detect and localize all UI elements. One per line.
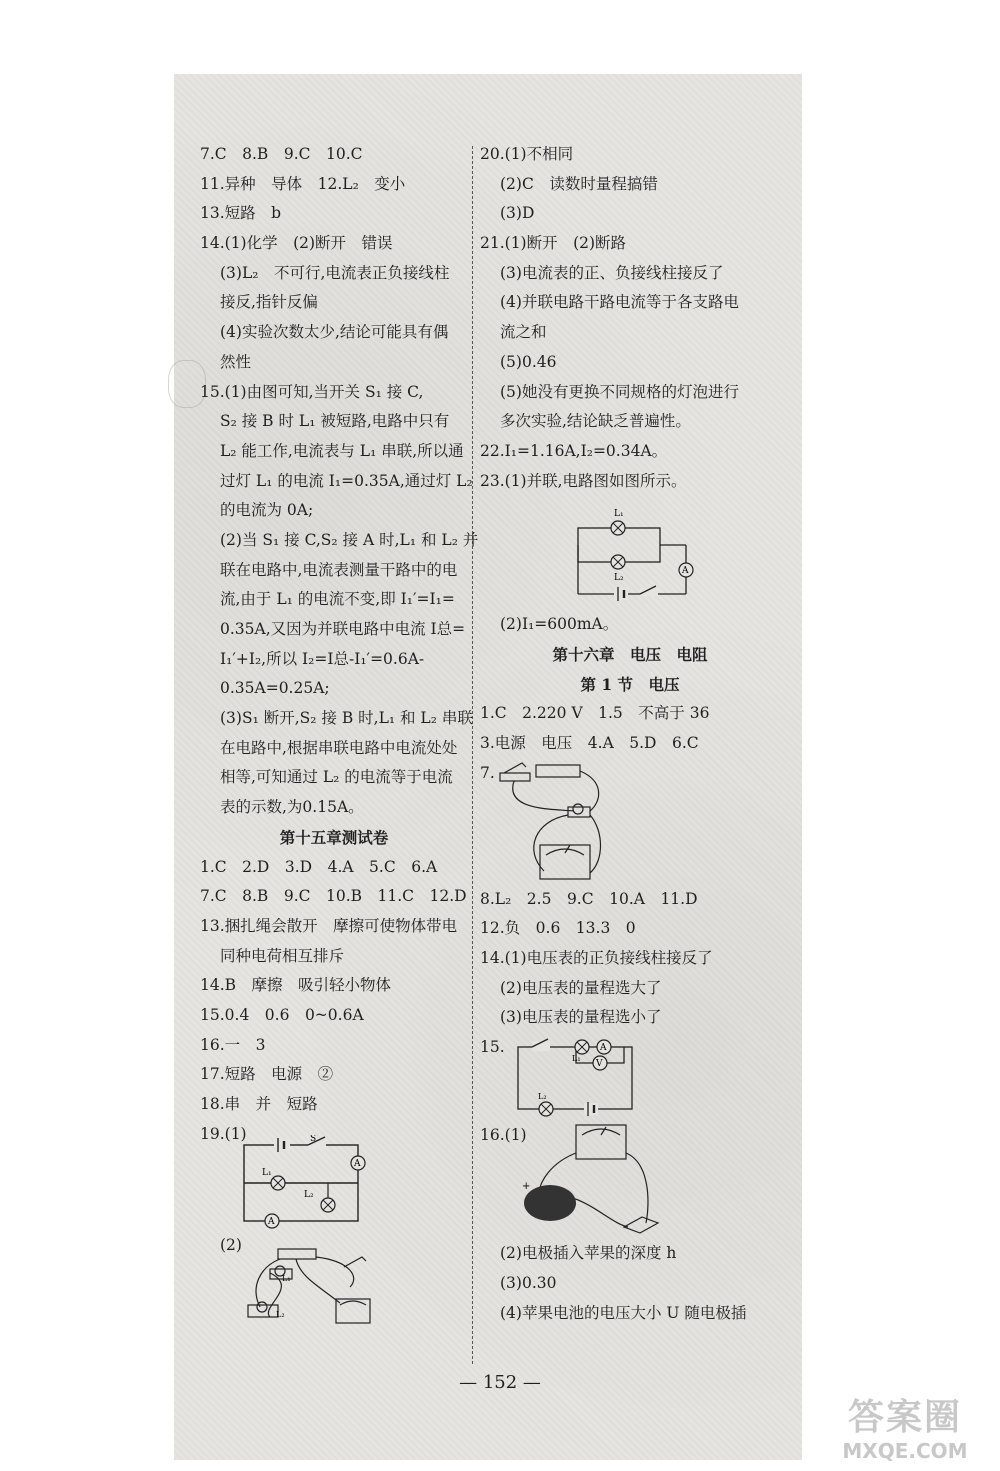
lamp2-label: L₂ (304, 1190, 314, 1201)
answer-line: 16.一 3 (200, 1035, 266, 1054)
answer-line: 22.I₁=1.16A,I₂=0.34A。 (480, 441, 668, 460)
answer-line: (3)电压表的量程选小了 (500, 1008, 662, 1027)
answer-line: 然性 (220, 352, 252, 371)
answer-line: 11.异种 导体 12.L₂ 变小 (200, 174, 406, 193)
ammeter-label: A (268, 1217, 275, 1228)
section-title: 第十五章测试卷 (279, 827, 389, 847)
answer-line: 1.C 2.D 3.D 4.A 5.C 6.A (200, 857, 438, 876)
answer-line: 15.0.4 0.6 0~0.6A (200, 1005, 364, 1024)
switch-label: S (310, 1135, 317, 1145)
answer-line: (2)当 S₁ 接 C,S₂ 接 A 时,L₁ 和 L₂ 并 (220, 530, 479, 549)
apple-battery-16 (520, 1123, 780, 1239)
answer-line: 3.电源 电压 4.A 5.D 6.C (480, 734, 699, 752)
answer-line: S₂ 接 B 时 L₁ 被短路,电路中只有 (220, 412, 450, 431)
answer-line: 0.35A=0.25A; (220, 679, 330, 698)
page-number: — 152 — (459, 1372, 541, 1393)
answer-line: 13.短路 b (200, 204, 282, 223)
answer-line: (4)实验次数太少,结论可能具有偶 (220, 323, 449, 342)
answer-line: 1.C 2.220 V 1.5 不高于 36 (480, 704, 710, 723)
circuit-diagram-19-1 (238, 1135, 468, 1231)
ammeter-label: A (600, 1043, 607, 1054)
answer-line: 14.(1)化学 (2)断开 错误 (200, 234, 393, 253)
lamp2-label: L₂ (614, 573, 624, 584)
lamp2-label: L₂ (276, 1310, 285, 1320)
answer-line: (5)0.46 (500, 352, 557, 371)
answer-line: 表的示数,为0.15A。 (220, 798, 364, 817)
ammeter-label: A (354, 1159, 361, 1170)
answer-line: 联在电路中,电流表测量干路中的电 (220, 560, 458, 579)
answer-line: 15.(1)由图可知,当开关 S₁ 接 C, (200, 382, 424, 401)
chapter-title: 第十六章 电压 电阻 (552, 644, 708, 664)
right-column (480, 140, 780, 1328)
answer-line: (3)电流表的正、负接线柱接反了 (500, 263, 724, 282)
answer-line: (5)她没有更换不同规格的灯泡进行 (500, 382, 739, 401)
plus-sign: + (522, 1181, 531, 1193)
answer-line: 同种电荷相互排斥 (220, 946, 345, 965)
section-title: 第 1 节 电压 (580, 674, 680, 694)
answer-line: (2)I₁=600mA。 (500, 615, 619, 634)
ammeter-label: A (682, 566, 689, 577)
answer-line: (2)电极插入苹果的深度 h (500, 1244, 677, 1263)
answer-line: 7.C 8.B 9.C 10.C (200, 145, 363, 163)
answer-line: (2)电压表的量程选大了 (500, 978, 662, 997)
lamp1-label: L₁ (572, 1054, 581, 1064)
answer-line: 20.(1)不相同 (480, 145, 574, 163)
lamp1-label: L₁ (262, 1168, 272, 1179)
answer-line: 16.(1) (480, 1126, 527, 1145)
lamp1-label: L₁ (614, 509, 624, 520)
physical-circuit-19-2 (240, 1247, 468, 1327)
answer-line: 19.(1) (200, 1124, 247, 1143)
answer-line: 多次实验,结论缺乏普遍性。 (500, 412, 691, 431)
answer-line: (3)D (500, 204, 535, 223)
answer-line: 在电路中,根据串联电路中电流处处 (220, 738, 458, 757)
answer-line: 流之和 (500, 323, 547, 342)
left-column (200, 140, 479, 1327)
answer-line: 接反,指针反偏 (220, 293, 318, 312)
answer-line: 17.短路 电源 ② (200, 1065, 334, 1084)
answer-line: (3)L₂ 不可行,电流表正负接线柱 (220, 263, 450, 282)
column-divider (472, 146, 473, 1364)
answer-line: (4)并联电路干路电流等于各支路电 (500, 293, 739, 312)
answer-line: 14.B 摩擦 吸引轻小物体 (200, 976, 392, 995)
answer-line: 12.负 0.6 13.3 0 (480, 919, 636, 938)
answer-line: 流,由于 L₁ 的电流不变,即 I₁′=I₁= (220, 590, 455, 609)
answer-line: 15. (480, 1038, 505, 1057)
answer-line: 8.L₂ 2.5 9.C 10.A 11.D (480, 889, 698, 908)
answer-line: 7. (480, 763, 495, 782)
voltmeter-label: V (596, 1059, 603, 1070)
answer-line: L₂ 能工作,电流表与 L₁ 串联,所以通 (220, 441, 464, 460)
watermark-cn: 答案圈 (847, 1396, 962, 1438)
circuit-diagram-23 (576, 498, 780, 610)
physical-circuit-7 (494, 761, 780, 885)
answer-line: 13.捆扎绳会散开 摩擦可使物体带电 (200, 916, 458, 935)
answer-line: (2) (220, 1236, 242, 1255)
watermark (820, 1395, 990, 1463)
answer-line: (3)0.30 (500, 1273, 557, 1292)
answer-line: 的电流为 0A; (220, 501, 314, 520)
answer-line: 21.(1)断开 (2)断路 (480, 234, 627, 253)
answer-line: 23.(1)并联,电路图如图所示。 (480, 471, 687, 490)
answer-line: 7.C 8.B 9.C 10.B 11.C 12.D (200, 887, 467, 906)
answer-line: 18.串 并 短路 (200, 1095, 318, 1113)
answer-line: 相等,可知通过 L₂ 的电流等于电流 (220, 768, 453, 787)
answer-line: (3)S₁ 断开,S₂ 接 B 时,L₁ 和 L₂ 串联 (220, 709, 473, 728)
lamp1-label: L₁ (282, 1274, 291, 1284)
answer-line: 0.35A,又因为并联电路中电流 I总= (220, 620, 466, 638)
answer-line: 14.(1)电压表的正负接线柱接反了 (480, 949, 713, 968)
answer-line: (4)苹果电池的电压大小 U 随电极插 (500, 1303, 747, 1322)
circuit-diagram-15 (516, 1037, 780, 1121)
lamp2-label: L₂ (538, 1092, 547, 1102)
answer-line: I₁′+I₂,所以 I₂=I总-I₁′=0.6A- (220, 649, 425, 668)
answer-line: (2)C 读数时量程搞错 (500, 174, 658, 193)
watermark-en: MXQE.COM (842, 1439, 968, 1463)
answer-line: 过灯 L₁ 的电流 I₁=0.35A,通过灯 L₂ (220, 471, 473, 490)
